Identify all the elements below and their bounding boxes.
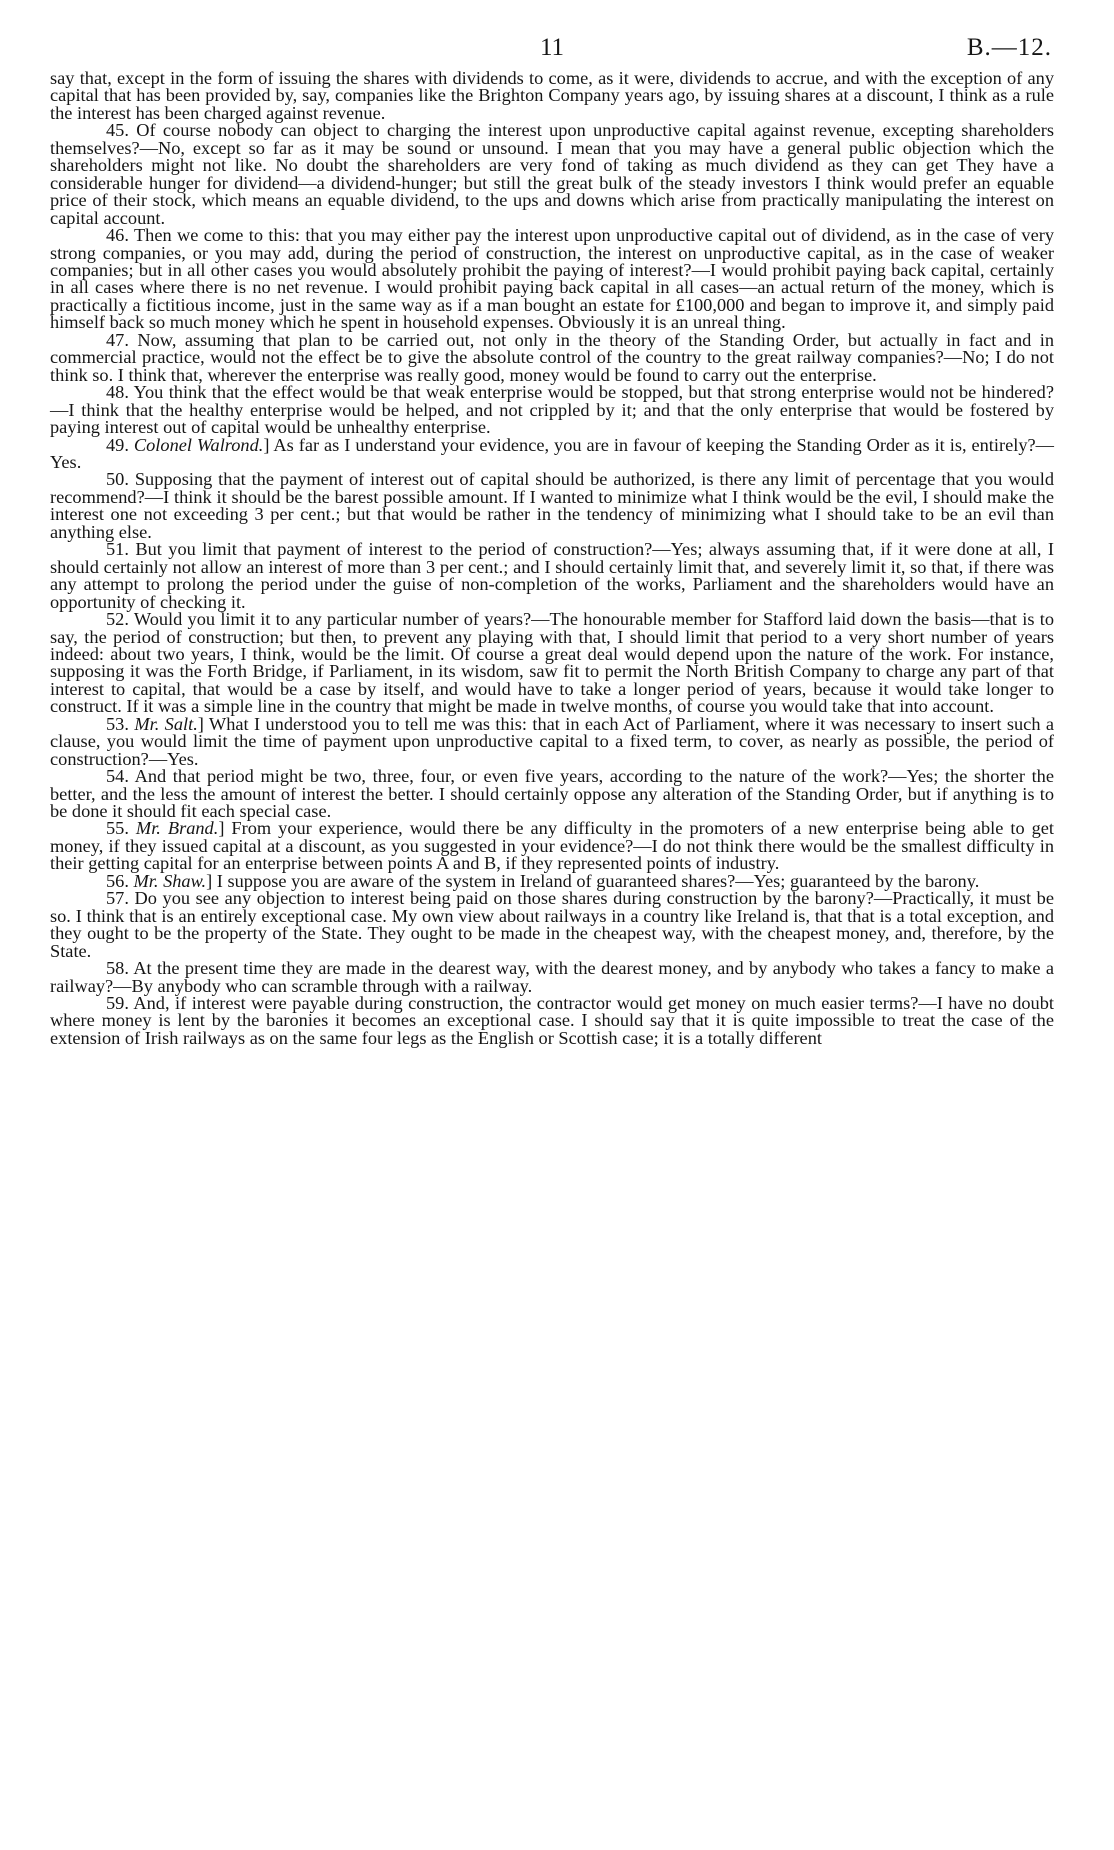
question-paragraph: 57. Do you see any objection to interest being paid on those shares during construction by the barony?—Practically, it must be so. I think that is an entirely exceptional case. My own view about railways in a country like Ireland is, that that is a total exception, and they ought to be the property of the State. They ought to be made in the cheapest way, with the cheapest money, and, therefore, by the State. <box>50 888 1054 961</box>
question-paragraph: 47. Now, assuming that plan to be carried out, not only in the theory of the Standing Order, but actually in fact and in commercial practice, would not the effect be to give the absolute control of the country to the great railway companies?—No; I do not think so. I think that, wherever the enterprise was really good, money would be found to carry out the enterprise. <box>50 329 1054 385</box>
question-paragraph: 53. Mr. Salt.] What I understood you to tell me was this: that in each Act of Parliament, where it was necessary to insert such a clause, you would limit the time of payment upon unproductive capital to a fixed term, to cover, as nearly as possible, the period of construction?—Yes. <box>50 713 1055 769</box>
question-paragraph: 54. And that period might be two, three, four, or even five years, according to the nature of the work?—Yes; the shorter the better, and the less the amount of interest the better. I should certainly oppose any alteration of the Standing Order, but if anything is to be done it should fit each special case. <box>50 766 1054 822</box>
question-paragraph: 58. At the present time they are made in the dearest way, with the dearest money, and by anybody who takes a fancy to make a railway?—By anybody who can scramble through with a railway. <box>50 958 1054 996</box>
speaker-name: Mr. Salt. <box>134 713 198 734</box>
continuation-paragraph: say that, except in the form of issuing the shares with dividends to come, as it were, dividends to accrue, and with the exception of any capital that has been provided by, say, companies like the Brighton Company years ago, by issuing shares at a discount, I think as a rule the interest has been charged against revenue. <box>50 68 1054 123</box>
page-number: 11 <box>539 34 565 61</box>
speaker-name: Mr. Brand. <box>135 818 219 839</box>
question-paragraph: 50. Supposing that the payment of interest out of capital should be authorized, is there any limit of percentage that you would recommend?—I think it should be the barest possible amount. If I wanted to minimize what I think would be the evil, I should make the interest one not exceeding 3 per cent.; but that would be rather in the tendency of minimizing what I should take to be an evil than anything else. <box>50 469 1054 542</box>
speaker-name: Colonel Walrond. <box>133 434 264 455</box>
question-paragraph: 45. Of course nobody can object to charging the interest upon unproductive capital against revenue, excepting shareholders themselves?—No, except so far as it may be sound or unsound. I mean that you may have a general public objection which the shareholders might not like. No doubt the shareholders are very fond of taking as much dividend as they can get They have a considerable hunger for dividend—a dividend-hunger; but still the great bulk of the steady investors I think would prefer an equable price of their stock, which means an equable dividend, to the ups and downs which arise from practically manipulating the interest on capital account. <box>50 120 1054 228</box>
question-paragraph: 52. Would you limit it to any particular number of years?—The honourable member for Stafford laid down the basis—that is to say, the period of construction; but then, to prevent any playing with that, I should limit that period to a very short number of years indeed: about two years, I think, would be the limit. Of course a great deal would depend upon the nature of the work. For instance, supposing it was the Forth Bridge, if Parliament, in its wisdom, saw fit to permit the North British Company to charge any part of that interest to capital, that would be a case by itself, and would have to take a longer period of years, because it would take longer to construct. If it was a simple line in the country that might be made in twelve months, of course you would take that into account. <box>50 609 1054 717</box>
question-paragraph: 55. Mr. Brand.] From your experience, would there be any difficulty in the promoters of a new enterprise being able to get money, if they issued capital at a discount, as you suggested in your evidence?—I do not think there would be the smallest difficulty in their getting capital for an enterprise between points A and B, if they represented points of industry. <box>50 818 1055 874</box>
question-paragraph: 48. You think that the effect would be that weak enterprise would be stopped, but that strong enterprise would not be hindered?—I think that the healthy enterprise would be helped, and not crippled by it; and that the only enterprise that would be fostered by paying interest out of capital would be unhealthy enterprise. <box>50 382 1054 438</box>
question-paragraph: 59. And, if interest were payable during construction, the contractor would get money on much easier terms?—I have no doubt where money is lent by the baronies it becomes an exceptional case. I should say that it is quite impossible to treat the case of the extension of Irish railways as on the same four legs as the English or Scottish case; it is a totally different <box>50 993 1054 1048</box>
question-paragraph: 51. But you limit that payment of interest to the period of construction?—Yes; always assuming that, if it were done at all, I should certainly not allow an interest of more than 3 per cent.; and I should certainly limit that, and severely limit it, so that, if there was any attempt to prolong the period under the guise of non-completion of the works, Parliament and the shareholders would have an opportunity of checking it. <box>50 539 1054 612</box>
document-body <box>50 70 1054 1047</box>
speaker-name: Mr. Shaw. <box>133 870 207 891</box>
question-paragraph: 46. Then we come to this: that you may either pay the interest upon unproductive capital out of dividend, as in the case of very strong companies, or you may add, during the period of construction, the interest on unproductive capital, as in the case of weaker companies; but in all other cases you would absolutely prohibit the paying of interest?—I would prohibit paying back capital, certainly in all cases where there is no net revenue. I would prohibit paying back capital in all cases—an actual return of the money, which is practically a fictitious income, just in the same way as if a man bought an estate for £100,000 and began to improve it, and simply paid himself back so much money which he spent in household expenses. Obviously it is an unreal thing. <box>50 225 1054 333</box>
question-paragraph: 49. Colonel Walrond.] As far as I understand your evidence, you are in favour of keeping the Standing Order as it is, entirely?—Yes. <box>50 434 1055 472</box>
page-header <box>50 30 1054 70</box>
question-paragraph: 56. Mr. Shaw.] I suppose you are aware of the system in Ireland of guaranteed shares?—Yes; guaranteed by the barony. <box>106 870 980 891</box>
document-reference: B.—12. <box>966 34 1052 61</box>
